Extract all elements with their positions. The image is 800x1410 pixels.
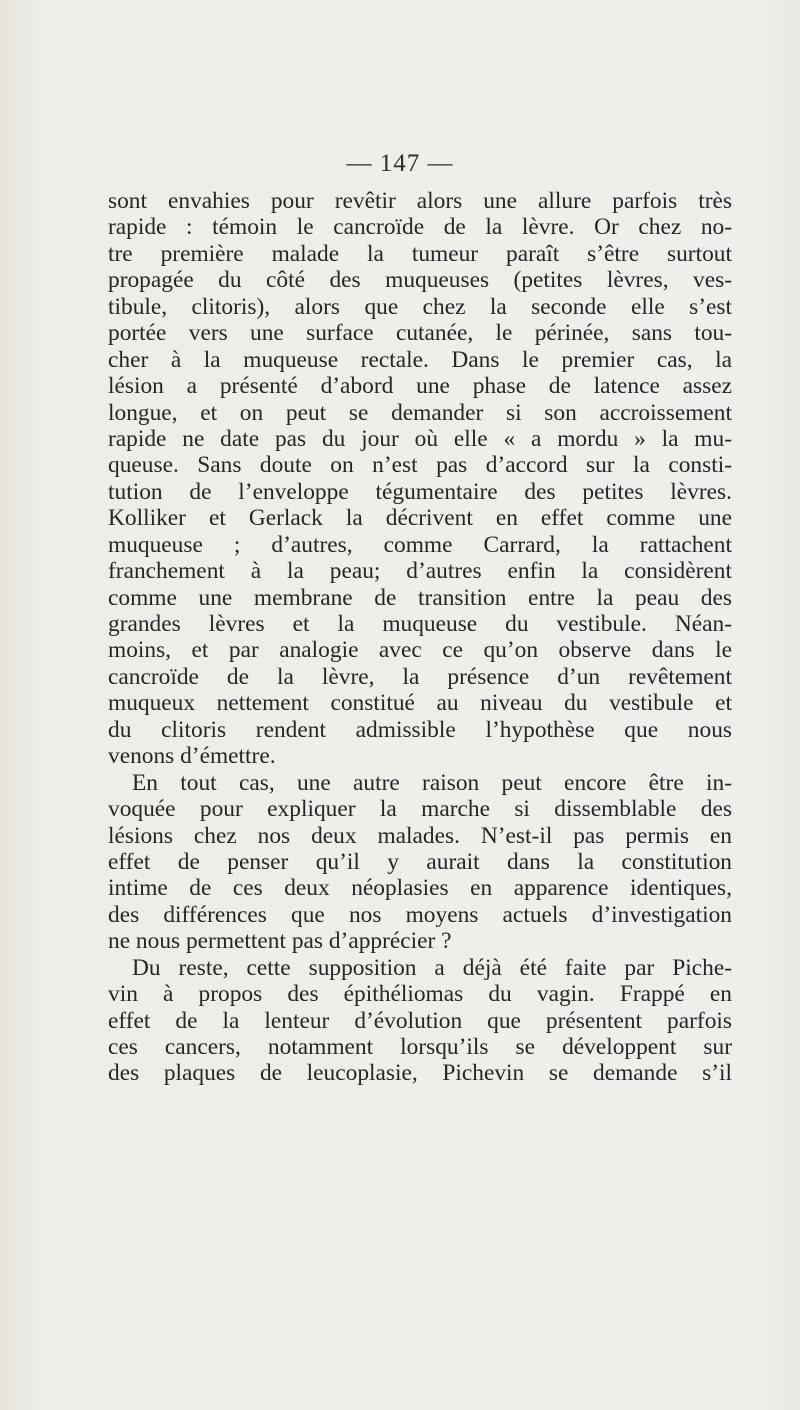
text-line: tution de l’enveloppe tégumentaire des petites lèvres. [108,478,732,505]
text-line: Du reste, cette supposition a déjà été faite par Piche- [132,954,732,981]
page-number: — 147 — [346,150,454,177]
text-line: des plaques de leucoplasie, Pichevin se demande s’il [108,1060,732,1087]
text-line: propagée du côté des muqueuses (petites lèvres, ves- [108,267,732,294]
text-line: queuse. Sans doute on n’est pas d’accord sur la consti- [108,452,732,479]
text-line: voquée pour expliquer la marche si dissemblable des [108,796,732,823]
text-line: effet de penser qu’il y aurait dans la constitution [108,848,732,875]
text-line: comme une membrane de transition entre la peau des [108,584,732,611]
text-line: tre première malade la tumeur paraît s’être surtout [108,240,732,267]
text-line: portée vers une surface cutanée, le périnée, sans tou- [108,320,732,347]
text-line: des différences que nos moyens actuels d’investigation [108,901,732,928]
text-line: tibule, clitoris), alors que chez la seconde elle s’est [108,293,732,320]
text-line: sont envahies pour revêtir alors une allure parfois très [108,188,732,214]
text-line: moins, et par analogie avec ce qu’on observe dans le [108,637,732,664]
text-line: rapide : témoin le cancroïde de la lèvre. Or chez no- [108,214,732,241]
text-line: longue, et on peut se demander si son accroissement [108,399,732,426]
text-line: vin à propos des épithéliomas du vagin. Frappé en [108,981,732,1008]
text-line: grandes lèvres et la muqueuse du vestibule. Néan- [108,611,732,637]
text-line: cher à la muqueuse rectale. Dans le premier cas, la [108,346,732,373]
text-line: muqueuse ; d’autres, comme Carrard, la rattachent [108,531,732,558]
text-line: lésions chez nos deux malades. N’est-il pas permis en [108,822,732,849]
text-line: lésion a présenté d’abord une phase de latence assez [108,373,732,400]
text-line: venons d’émettre. [108,743,276,770]
text-line: En tout cas, une autre raison peut encore être in- [132,769,732,796]
text-line: cancroïde de la lèvre, la présence d’un revêtement [108,663,732,690]
text-line: rapide ne date pas du jour où elle « a mordu » la mu- [108,425,732,452]
text-line: Kolliker et Gerlack la décrivent en effet comme une [108,505,732,532]
text-line: intime de ces deux néoplasies en apparence identiques, [108,875,732,902]
text-line: ces cancers, notamment lorsqu’ils se développent sur [108,1034,732,1060]
text-line: muqueux nettement constitué au niveau du vestibule et [108,690,732,717]
text-line: du clitoris rendent admissible l’hypothèse que nous [108,716,732,743]
body-text [108,188,732,1087]
text-line: effet de la lenteur d’évolution que présentent parfois [108,1007,732,1034]
text-line: ne nous permettent pas d’apprécier ? [108,928,452,955]
text-line: franchement à la peau; d’autres enfin la considèrent [108,558,732,585]
